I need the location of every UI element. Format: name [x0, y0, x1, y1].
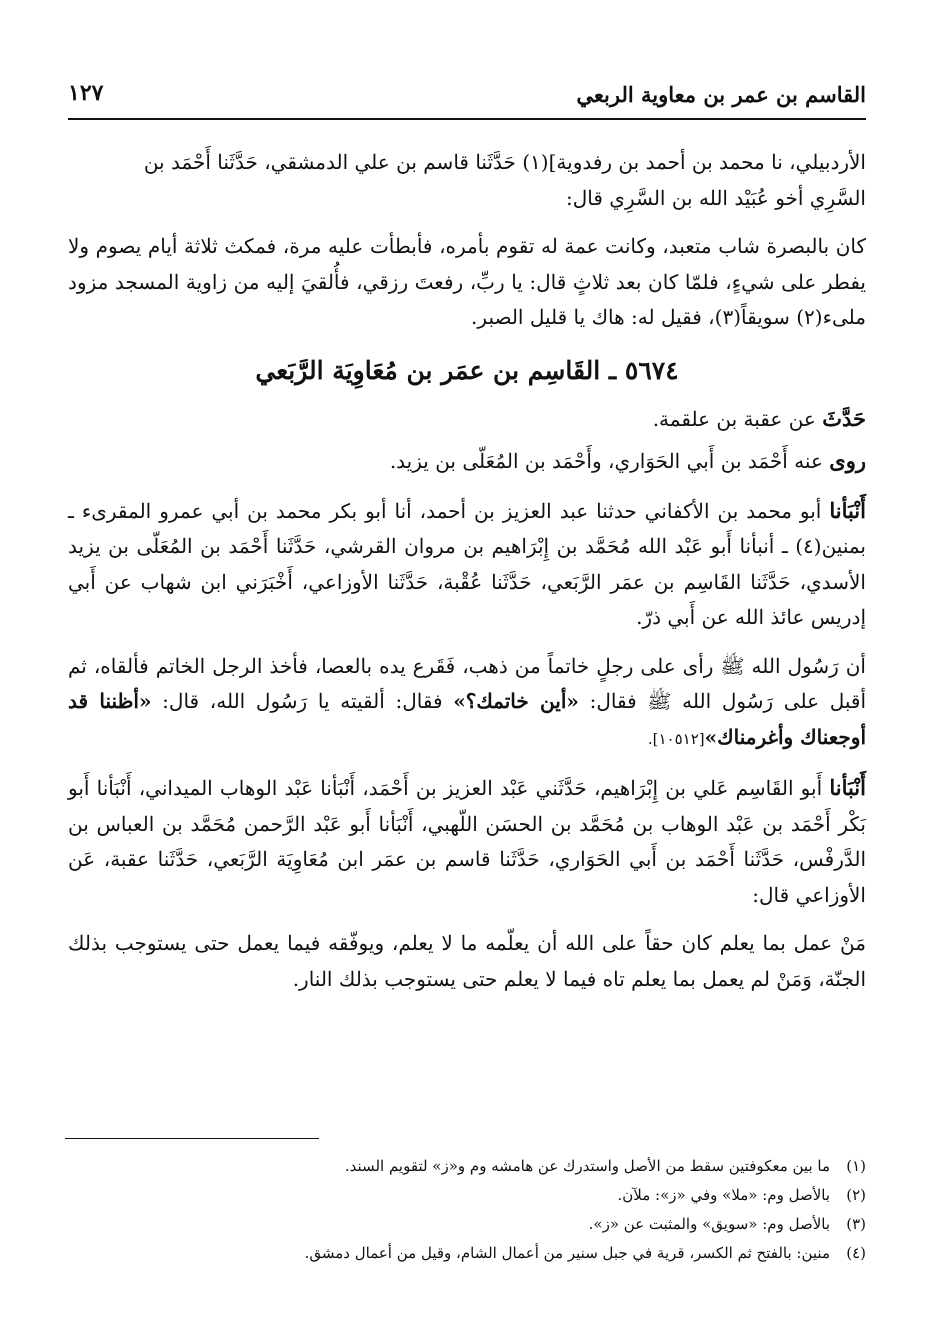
paragraph-rawa	[68, 443, 866, 480]
keyword-anbaana-2: أَنْبَأنا	[829, 775, 866, 800]
paragraph-saying: مَنْ عمل بما يعلم كان حقاً على الله أن يعلّمه ما لا يعلم، ويوفّقه فيما يعمل حتى يستوجب بذلك الجنّة، وَمَنْ لم يعمل بما يعلم تاه فيما لا يعلم حتى يستوجب بذلك النار.	[68, 931, 866, 991]
footnote-number: (٤)	[846, 1244, 866, 1262]
keyword-anbaana: أَنْبَأنا	[829, 497, 866, 523]
page-number: ١٢٧	[68, 80, 104, 106]
chain-line-1: الأردبيلي، نا محمد بن أحمد بن رفدوية](١) حَدَّثَنا قاسم بن علي الدمشقي، حَدَّثَنا أَحْمَد بن	[143, 150, 866, 174]
entry-title: ٥٦٧٤ ـ القَاسِم بن عمَر بن مُعَاوِيَة الرَّبَعي	[255, 355, 679, 385]
footnote-text: ما بين معكوفتين سقط من الأصل واستدرك عن هامشه وم و«ز» لتقويم السند.	[344, 1157, 830, 1175]
keyword-haddatha: حَدَّثَ	[822, 405, 866, 431]
footnote-number: (٣)	[846, 1215, 866, 1233]
chain-line-2: السَّرِي أخو عُبَيْد الله بن السَّرِي قال:	[566, 185, 866, 210]
hadith-number: [١٠٥١٢].	[647, 729, 705, 748]
page-header	[68, 78, 866, 112]
running-title: القاسم بن عمر بن معاوية الربعي	[576, 82, 866, 107]
footnote	[68, 1181, 866, 1210]
hadith-quote-2: «أظننا قد أوجعناك وأغرمناك»	[68, 689, 866, 749]
paragraph-isnad-2	[68, 770, 866, 913]
paragraph-narrative: كان بالبصرة شاب متعبد، وكانت عمة له تقوم بأمره، فأبطأت عليه مرة، فمكث ثلاثة أيام يصوم ولا يفطر على شيءٍ، فلمّا كان بعد ثلاثٍ قال: يا ربِّ، رفعتَ رزقي، فأُلقيَ إليه من زاوية المسجد مزود ملىء(٢) سويقاً(٣)، فقيل له: هاك يا قليل الصبر.	[68, 234, 866, 329]
paragraph-hadath	[68, 401, 866, 438]
paragraph-chain-continuation	[68, 145, 866, 216]
footnote-text: بالأصل وم: «سويق» والمثبت عن «ز».	[588, 1215, 830, 1233]
isnad-1-text: أبو محمد بن الأكفاني حدثنا عبد العزيز بن أحمد، أنا أبو بكر محمد بن أبي عمرو المقرىء ـ بمنين(٤) ـ أنبأنا أَبو عَبْد الله مُحَمَّد بن إِبْرَاهيم بن مروان القرشي، حَدَّثَنا أَحْمَد بن المُعَلّى بن يزيد الأسدي، حَدَّثَنا القَاسِم بن عمَر الرَّبَعي، حَدَّثَنا عُقْبة، حَدَّثَنا الأوزاعي، أَخْبَرَني ابن شهاب عن أَبي إدريس عائذ الله عن أَبي ذرّ.	[68, 498, 866, 629]
main-text	[68, 145, 866, 1010]
footnote-text: بالأصل وم: «ملا» وفي «ز»: ملآن.	[617, 1186, 830, 1204]
isnad-2-text: أَبو القَاسِم عَلي بن إِبْرَاهيم، حَدَّثَني عَبْد العزيز بن أَحْمَد، أَنْبَأنا عَبْد الوهاب الميداني، أَنْبَأنا أَبو بَكْر أَحْمَد بن عَبْد الوهاب بن مُحَمَّد بن الحسَن اللّهبي، أَنْبَأنا أَبو عَبْد الرَّحمن مُحَمَّد بن العباس بن الدَّرفْس، حَدَّثَنا أَحْمَد بن أَبي الحَوَاري، حَدَّثَنا قاسم بن عمَر ابن مُعَاوِيَة الرَّبَعي، حَدَّثَنا عقبة، عَن الأوزاعي قال:	[68, 776, 866, 907]
keyword-rawa: روى	[829, 448, 866, 473]
paragraph-isnad-1	[68, 493, 866, 636]
footnote	[68, 1210, 866, 1239]
footnote-rule	[65, 1138, 319, 1139]
footnote-text: منين: بالفتح ثم الكسر، قرية في جبل سنير من أعمال الشام، وقيل من أعمال دمشق.	[304, 1244, 830, 1262]
hadith-text-c: فقال: ألقيته يا رَسُول الله، قال:	[151, 689, 454, 713]
paragraph-hadith	[68, 649, 866, 758]
footnote	[68, 1152, 866, 1181]
hadith-text-a: أن رَسُول الله ﷺ رأى على رجلٍ خاتماً من ذهب، فَقَرع يده بالعصا، فأخذ الرجل الخاتم فألقاه، ثم أقبل على رَسُول الله ﷺ فقال:	[68, 653, 866, 713]
rawa-text: عنه أَحْمَد بن أَبي الحَوَاري، وأَحْمَد بن المُعَلّى بن يزيد.	[389, 449, 830, 473]
footnote-number: (٢)	[846, 1186, 866, 1204]
footnote-number: (١)	[846, 1157, 866, 1175]
header-rule	[68, 118, 866, 120]
hadith-quote-1: «أين خاتمك؟»	[453, 689, 579, 713]
footnote	[68, 1239, 866, 1268]
footnotes	[68, 1152, 866, 1268]
hadath-text: عن عقبة بن علقمة.	[652, 406, 823, 431]
